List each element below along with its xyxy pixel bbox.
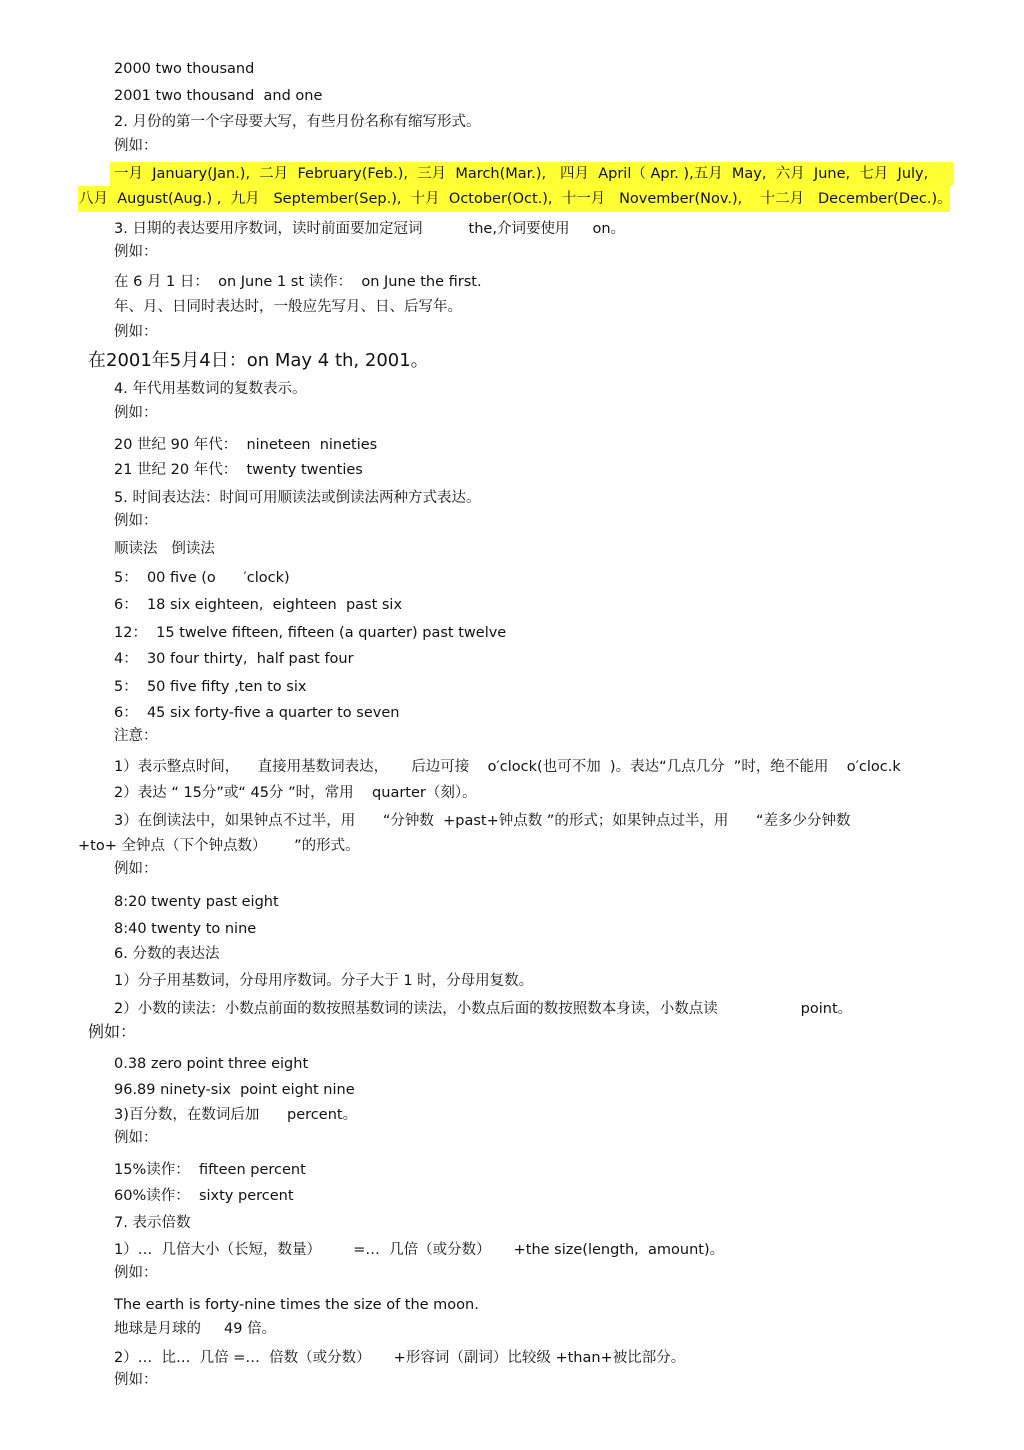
example-label: 例如： — [114, 405, 158, 421]
time-example-4-30: 4： 30 four thirty, half past four — [114, 651, 354, 667]
example-label: 例如： — [114, 861, 158, 877]
time-example-12-15: 12： 15 twelve fifteen, fifteen (a quarter) past twelve — [114, 625, 507, 641]
text-line-date-order: 年、月、日同时表达时，一般应先写月、日、后写年。 — [114, 299, 462, 315]
example-label: 例如： — [114, 324, 158, 340]
text-line-june-first: 在 6 月 1 日： on June 1 st 读作： on June the first. — [114, 274, 482, 290]
multiple-example-earth-cn: 地球是月球的 49 倍。 — [114, 1321, 277, 1337]
decimal-example-0-38: 0.38 zero point three eight — [114, 1056, 309, 1072]
note-2-quarter: 2）表达 “ 15分”或“ 45分 ”时，常用 quarter（刻）。 — [114, 785, 477, 801]
month-list-line-1: 一月 January(Jan.), 二月 February(Feb.), 三月 March(Mar.), 四月 April（ Apr. ),五月 May, 六月 June, 七月 July, — [114, 166, 929, 182]
heading-decades: 4. 年代用基数词的复数表示。 — [114, 381, 307, 397]
example-label: 例如： — [114, 513, 158, 529]
example-label: 例如： — [114, 244, 158, 260]
time-example-6-18: 6： 18 six eighteen, eighteen past six — [114, 597, 403, 613]
text-line-twenties: 21 世纪 20 年代： twenty twenties — [114, 462, 363, 478]
multiple-rule-2: 2）… 比… 几倍 =… 倍数（或分数） +形容词（副词）比较级 +than+被比部分。 — [114, 1350, 686, 1366]
note-label: 注意： — [114, 728, 158, 744]
fraction-rule-2-decimals: 2）小数的读法：小数点前面的数按照基数词的读法，小数点后面的数按照数本身读，小数点读 point。 — [114, 1001, 853, 1017]
time-example-5-50: 5： 50 five fifty ,ten to six — [114, 679, 307, 695]
percent-example-60: 60%读作： sixty percent — [114, 1188, 294, 1204]
heading-time-expression: 5. 时间表达法：时间可用顺读法或倒读法两种方式表达。 — [114, 490, 481, 506]
example-label: 例如： — [114, 1265, 158, 1281]
example-label: 例如： — [114, 1130, 158, 1146]
text-line-may-fourth: 在2001年5月4日：on May 4 th, 2001。 — [88, 350, 429, 371]
text-line-reading-methods: 顺读法 倒读法 — [114, 541, 215, 557]
time-example-5-00: 5： 00 five (o ′clock) — [114, 570, 290, 586]
decimal-example-96-89: 96.89 ninety-six point eight nine — [114, 1082, 355, 1098]
multiple-rule-1: 1）… 几倍大小（长短，数量） =… 几倍（或分数） +the size(length, amount)。 — [114, 1242, 725, 1258]
note-3-past-to: 3）在倒读法中，如果钟点不过半，用 “分钟数 +past+钟点数 ”的形式；如果钟点过半，用 “差多少分钟数 — [114, 813, 851, 829]
heading-multiples: 7. 表示倍数 — [114, 1215, 191, 1231]
percent-example-15: 15%读作： fifteen percent — [114, 1162, 306, 1178]
time-example-6-45: 6： 45 six forty-five a quarter to seven — [114, 705, 400, 721]
text-line-2000: 2000 two thousand — [114, 61, 255, 77]
note-3-continued: +to+ 全钟点（下个钟点数） ”的形式。 — [78, 838, 360, 854]
highlight-month-line-1 — [110, 162, 953, 186]
heading-month-capitalization: 2. 月份的第一个字母要大写，有些月份名称有缩写形式。 — [114, 114, 481, 130]
multiple-example-earth: The earth is forty-nine times the size of the moon. — [114, 1297, 479, 1313]
time-example-8-40: 8:40 twenty to nine — [114, 921, 257, 937]
example-label: 例如： — [114, 1372, 158, 1388]
time-example-8-20: 8:20 twenty past eight — [114, 894, 279, 910]
example-label: 例如： — [114, 138, 158, 154]
heading-fractions: 6. 分数的表达法 — [114, 946, 220, 962]
example-label: 例如： — [88, 1022, 137, 1041]
note-1-oclock: 1）表示整点时间， 直接用基数词表达， 后边可接 o′clock(也可不加 )。表达“几点几分 ”时，绝不能用 o′cloc.k — [114, 759, 901, 775]
fraction-rule-1: 1）分子用基数词，分母用序数词。分子大于 1 时，分母用复数。 — [114, 973, 534, 989]
text-line-2001: 2001 two thousand and one — [114, 88, 323, 104]
text-line-nineties: 20 世纪 90 年代： nineteen nineties — [114, 437, 378, 453]
month-list-line-2: 八月 August(Aug.) , 九月 September(Sep.), 十月 October(Oct.), 十一月 November(Nov.), 十二月 December(Dec.)。 — [79, 191, 952, 207]
heading-date-ordinal: 3. 日期的表达要用序数词，读时前面要加定冠词 the,介词要使用 on。 — [114, 221, 626, 237]
highlight-month-line-2 — [78, 186, 950, 212]
fraction-rule-3-percent: 3)百分数，在数词后加 percent。 — [114, 1107, 358, 1123]
